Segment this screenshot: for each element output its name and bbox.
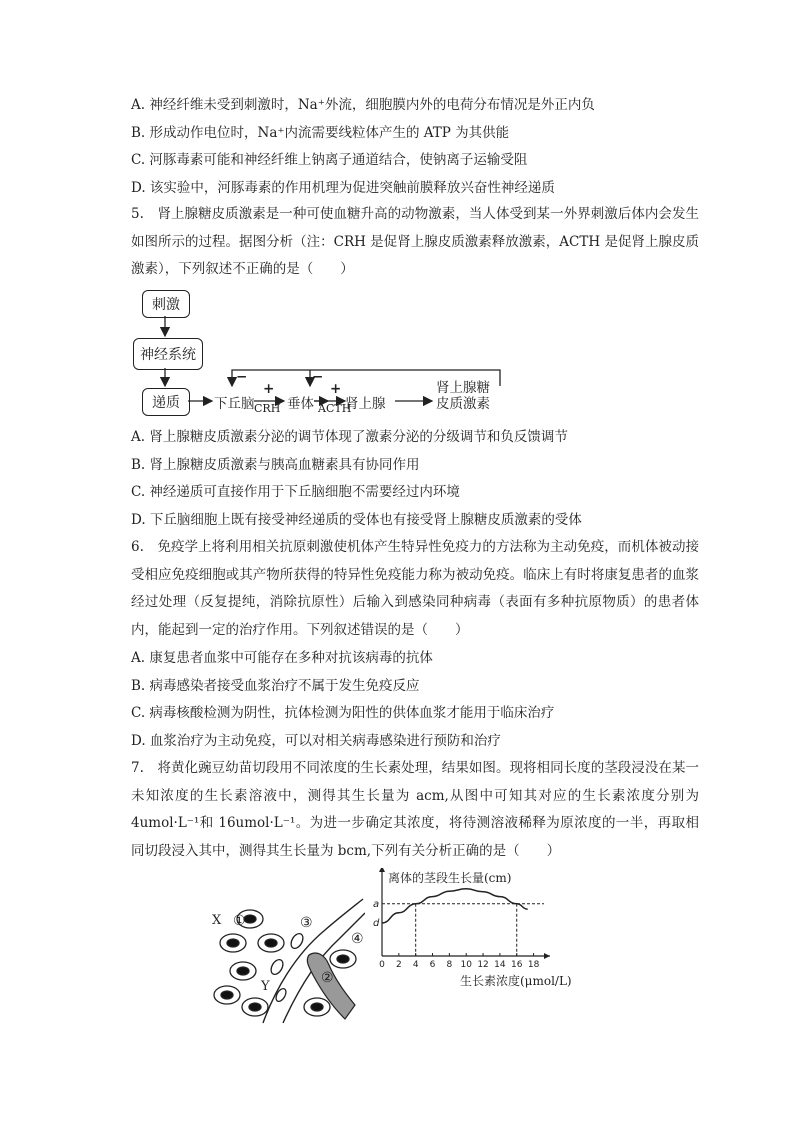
feedback-minus-hypothalamus: − [236,369,248,385]
label-4: ④ [351,931,364,947]
q6-stem: 6. 免疫学上将利用相关抗原刺激使机体产生特异性免疫力的方法称为主动免疫，而机体被动接受相应免疫细胞或其产物所获得的特异性免疫能力称为被动免疫。临床上有时将康复患者的血浆经过处理（反复提纯，消除抗原性）后输入到感染同种病毒（表面有多种抗原物质）的患者体内，能起到一定的治疗作用。下列叙述错误的是（ ） [131,539,699,638]
chart-ylabel: 离体的茎段生长量(cm) [388,871,512,885]
q4-option-c: C. 河豚毒素可能和神经纤维上钠离子通道结合，使钠离子运输受阻 [131,152,528,168]
q4-option-b: B. 形成动作电位时，Na⁺内流需要线粒体产生的 ATP 为其供能 [131,125,510,141]
x-axis-arrow [544,953,550,959]
label-2: ② [321,970,334,986]
feedback-minus-pituitary: − [312,369,324,385]
nervous-system-box: 神经系统 [133,338,203,370]
x-tick-label: 14 [494,960,506,970]
hypothalamus-label: 下丘脑 [214,396,255,412]
q4-option-a: A. 神经纤维未受到刺激时，Na⁺外流，细胞膜内外的电荷分布情况是外正内负 [131,97,595,113]
x-tick-label: 16 [511,960,523,970]
y-axis-arrow [379,868,385,872]
x-tick-label: 8 [446,960,453,970]
x-tick-label: 4 [412,960,419,970]
x-tick-label: 0 [379,960,385,970]
y-tick-label-a: a [373,898,380,910]
x-tick-label: 2 [395,960,402,970]
stimulus-box: 刺激 [142,290,190,318]
crh-plus-sign: + [263,381,275,397]
q5-option-b: B. 肾上腺糖皮质激素与胰高血糖素具有协同作用 [131,457,420,473]
label-x: X [212,913,222,928]
q6-option-b: B. 病毒感染者接受血浆治疗不属于发生免疫反应 [131,678,420,694]
tissue-diagram [205,895,365,1025]
hormone-label-line1: 肾上腺糖 [436,380,490,396]
q4-option-d: D. 该实验中，河豚毒素的作用机理为促进突触前膜释放兴奋性神经递质 [131,180,555,196]
q6-option-d: D. 血浆治疗为主动免疫，可以对相关病毒感染进行预防和治疗 [131,733,501,749]
q7-stem: 7. 将黄化豌豆幼苗切段用不同浓度的生长素处理，结果如图。现将相同长度的茎段浸没在某一未知浓度的生长素溶液中，测得其生长量为 acm,从图中可知其对应的生长素浓度分别为 4umol·L⁻¹和 16umol·L⁻¹。为进一步确定其浓度，将待测溶液稀释为原浓度的一半，再取相同切段浸入其中，测得其生长量为 bcm,下列有关分析正确的是（ ） [131,760,699,859]
hormone-label [436,380,490,412]
x-tick-label: 6 [429,960,436,970]
q5-stem: 5. 肾上腺糖皮质激素是一种可使血糖升高的动物激素，当人体受到某一外界刺激后体内会发生如图所示的过程。据图分析（注：CRH 是促肾上腺皮质激素释放激素，ACTH 是促肾上腺皮质激素），下列叙述不正确的是（ ） [131,206,699,277]
x-tick-label: 12 [477,960,489,970]
q6-option-a: A. 康复患者血浆中可能存在多种对抗该病毒的抗体 [131,650,433,666]
chart-xlabel: 生长素浓度(μmol/L) [460,974,572,988]
transmitter-box: 递质 [142,388,190,416]
acth-plus-sign: + [330,381,342,397]
q5-option-c: C. 神经递质可直接作用于下丘脑细胞不需要经过内环境 [131,484,460,500]
hormone-label-line2: 皮质激素 [436,396,490,412]
x-tick-label: 18 [527,960,540,970]
pituitary-label: 垂体 [287,396,314,412]
crh-label: CRH [254,402,281,415]
q6-option-c: C. 病毒核酸检测为阴性，抗体检测为阳性的供体血浆才能用于临床治疗 [131,705,555,721]
q5-option-a: A. 肾上腺糖皮质激素分泌的调节体现了激素分泌的分级调节和负反馈调节 [131,429,568,445]
growth-curve [382,889,528,923]
x-tick-label: 10 [460,960,472,970]
y-tick-label-d: d [373,918,380,929]
label-3: ③ [300,915,313,931]
q5-option-d: D. 下丘脑细胞上既有接受神经递质的受体也有接受肾上腺糖皮质激素的受体 [131,512,582,528]
label-1: ① [233,913,246,929]
tissue-drawing [205,895,365,1025]
adrenal-label: 肾上腺 [345,396,386,412]
acth-label: ACTH [318,402,352,415]
label-y: Y [261,979,270,994]
